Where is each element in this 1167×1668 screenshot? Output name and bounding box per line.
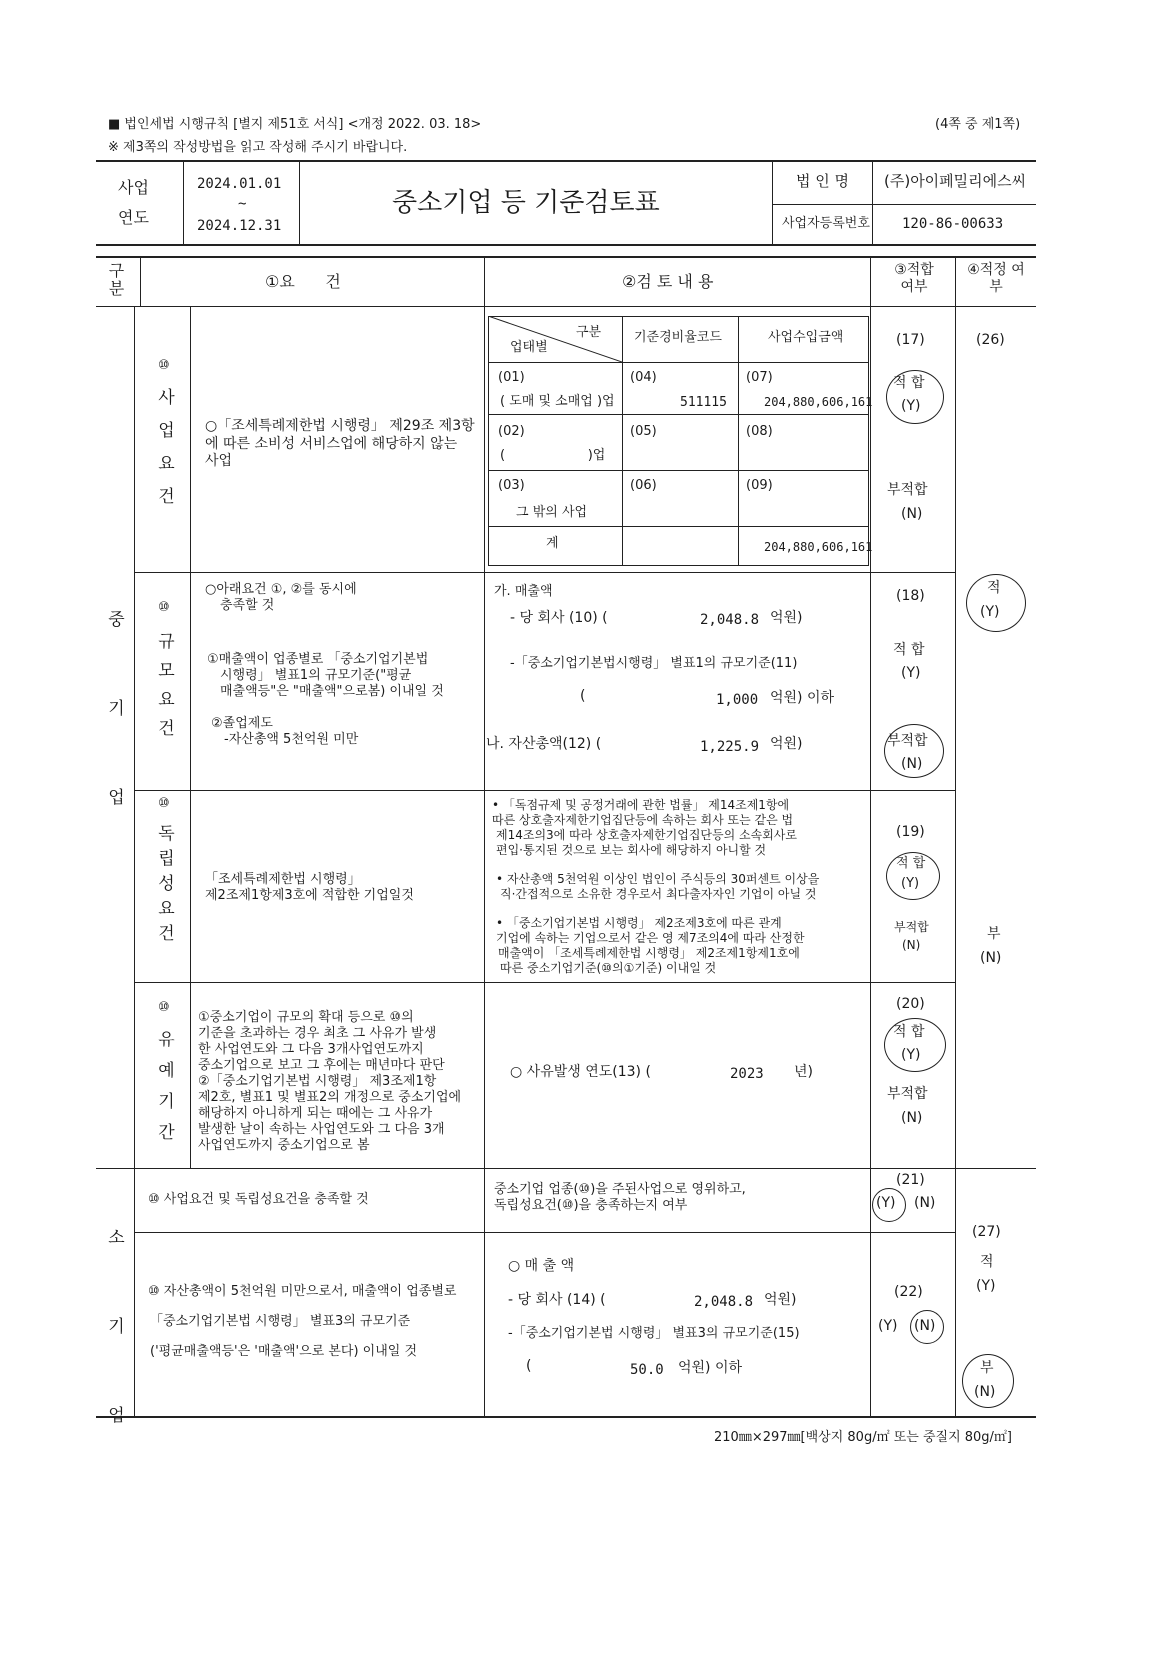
review-text: ( <box>580 688 586 704</box>
date-to: 2024.12.31 <box>197 218 282 234</box>
row-line <box>134 982 955 983</box>
col-header-decision: ④적정 여부 <box>967 262 1025 295</box>
review-unit: 억원) 이하 <box>770 690 835 706</box>
row-label-grace: 유예기간 <box>154 1030 174 1154</box>
row-label-size: 규모요건 <box>154 632 174 748</box>
requirement-text: ('평균매출액등'은 '매출액'으로 본다) 이내일 것 <box>150 1344 418 1359</box>
row-number: ⑩ <box>158 600 170 615</box>
cell-code: (02) <box>498 424 525 439</box>
requirement-text: ○아래요건 ①, ②를 동시에 <box>205 582 357 597</box>
review-text: 중소기업 업종(⑩)을 주된사업으로 영위하고, <box>494 1182 746 1197</box>
asset-value: 1,225.9 <box>700 739 760 755</box>
instruction-note: ※ 제3쪽의 작성방법을 읽고 작성해 주시기 바랍니다. <box>108 140 408 155</box>
fit-yes-label: 적 합 <box>893 1024 925 1040</box>
col-header-requirement: ①요 건 <box>265 272 341 291</box>
revenue-value: 2,048.8 <box>700 612 760 628</box>
fit-number: (18) <box>896 588 925 604</box>
cell-code: (07) <box>746 370 773 385</box>
col-header-fit: ③적합 여부 <box>894 262 934 295</box>
decision-no-code: (N) <box>980 950 1002 966</box>
page-indicator: (4쪽 중 제1쪽) <box>935 117 1021 132</box>
requirement-text: ①매출액이 업종별로 「중소기업기본법 <box>207 652 429 667</box>
fit-yes-label: 적 합 <box>893 375 925 391</box>
col-header-review: ②검 토 내 용 <box>622 272 714 291</box>
row-line <box>134 790 955 791</box>
requirement-text: 충족할 것 <box>220 598 275 613</box>
review-text: 직·간접적으로 소유한 경우로서 최다출자자인 기업이 아닐 것 <box>500 887 817 901</box>
requirement-text: ②졸업제도 <box>211 716 273 731</box>
decision-no-label: 부 <box>987 926 1001 942</box>
requirement-text: ⑩ 자산총액이 5천억원 미만으로서, 매출액이 업종별로 <box>148 1284 457 1299</box>
reg-number-value: 120-86-00633 <box>902 216 1004 232</box>
review-text: -「중소기업기본법시행령」 별표1의 규모기준(11) <box>510 656 798 671</box>
decision-yes-code: (Y) <box>976 1278 996 1294</box>
requirement-text: 발생한 날이 속하는 사업연도와 그 다음 3개 <box>198 1122 445 1137</box>
paper-spec: 210㎜×297㎜[백상지 80g/㎡ 또는 중질지 80g/㎡] <box>714 1430 1013 1445</box>
requirement-text: ⑩ 사업요건 및 독립성요건을 충족할 것 <box>148 1192 369 1207</box>
row-number: ⑩ <box>158 796 170 811</box>
review-text: ○ 사유발생 연도(13) ( <box>510 1064 651 1080</box>
requirement-text: ①중소기업이 규모의 확대 등으로 ⑩의 <box>198 1010 414 1025</box>
fit-yes-code: (Y) <box>901 876 920 891</box>
corp-name-value: (주)아이페밀리에스씨 <box>884 172 1027 190</box>
table-head-category: 구분 <box>576 325 602 340</box>
review-unit: 억원) <box>764 1292 797 1308</box>
row-line <box>134 572 955 573</box>
fit-no-label: 부적합 <box>887 482 928 498</box>
corp-name-label: 법 인 명 <box>796 172 850 190</box>
cell-code: (06) <box>630 478 657 493</box>
col-line <box>134 1168 135 1416</box>
fit-no-code: (N) <box>901 506 923 522</box>
row-number: ⑩ <box>158 358 170 373</box>
form-title: ■ 법인세법 시행규칙 [별지 제51호 서식] <개정 2022. 03. 18> <box>108 117 482 132</box>
requirement-101: ○「조세특례제한법 시행령」 제29조 제3항에 따른 소비성 서비스업에 해당하지 않는 사업 <box>205 418 475 469</box>
fit-yes-code: (Y) <box>901 1047 921 1063</box>
col-line <box>134 306 135 1168</box>
decision-yes-label: 적 <box>987 580 1001 596</box>
review-unit: 억원) <box>770 736 803 752</box>
fit-no-label: 부적합 <box>894 920 929 934</box>
review-text: • 「독점규제 및 공정거래에 관한 법률」 제14조제1항에 <box>492 798 790 812</box>
fit-yes-code: (Y) <box>876 1195 896 1211</box>
row-label-business: 사업요건 <box>154 388 174 520</box>
fit-number: (21) <box>896 1172 925 1188</box>
fit-no-code: (N) <box>902 938 921 952</box>
table-top <box>96 256 1036 258</box>
table-head-amount: 사업수입금액 <box>768 330 844 345</box>
section-label-sme: 중 기 업 <box>104 610 124 831</box>
fit-number: (17) <box>896 332 925 348</box>
col-line <box>190 306 191 1168</box>
fit-yes-label: 적 합 <box>893 642 925 658</box>
review-text: - 당 회사 (10) ( <box>510 610 608 626</box>
review-text: 독립성요건(⑩)을 충족하는지 여부 <box>494 1198 688 1213</box>
fit-yes-code: (Y) <box>901 398 921 414</box>
fit-no-code: (N) <box>901 756 923 772</box>
section-label-small: 소 기 업 <box>104 1228 124 1449</box>
size-standard-value: 50.0 <box>630 1362 664 1378</box>
requirement-text: -자산총액 5천억원 미만 <box>224 732 359 747</box>
date-from: 2024.01.01 <box>197 176 282 192</box>
table-line <box>488 414 868 415</box>
cell-total-label: 계 <box>546 536 559 551</box>
divider <box>872 162 873 244</box>
decision-no-label: 부 <box>980 1360 994 1376</box>
top-border <box>96 160 1036 162</box>
diagonal-line <box>488 316 622 362</box>
cell-revenue: 204,880,606,161 <box>764 395 873 409</box>
requirement-text: 한 사업연도와 그 다음 3개사업연도까지 <box>198 1042 424 1057</box>
requirement-text: 매출액등"은 "매출액"으로봄) 이내일 것 <box>220 684 444 699</box>
year-label: 연도 <box>118 208 149 227</box>
review-text: 따른 상호출자제한기업집단등에 속하는 회사 또는 같은 법 <box>492 813 794 827</box>
table-bottom <box>96 1416 1036 1418</box>
cell-code: (09) <box>746 478 773 493</box>
cell-code: (01) <box>498 370 525 385</box>
review-unit: 억원) 이하 <box>678 1360 743 1376</box>
divider <box>772 162 773 244</box>
requirement-text: ②「중소기업기본법 시행령」 제3조제1항 <box>198 1074 437 1089</box>
review-text: ( <box>526 1358 532 1374</box>
col-line <box>140 258 141 306</box>
cell-code: (08) <box>746 424 773 439</box>
cell-business-name: 그 밖의 사업 <box>516 505 588 520</box>
row-line <box>96 1168 1036 1169</box>
review-text: 따른 중소기업기준(⑩의①기준) 이내일 것 <box>500 961 717 975</box>
table-line <box>488 526 868 527</box>
top-box-bottom <box>96 244 1036 246</box>
table-head-business: 업태별 <box>510 340 548 355</box>
review-text: -「중소기업기본법 시행령」 별표3의 규모기준(15) <box>508 1326 800 1341</box>
row-line <box>134 1232 955 1233</box>
col-line <box>955 258 956 1416</box>
table-line <box>738 316 739 565</box>
review-text: 가. 매출액 <box>494 584 553 599</box>
fit-number: (20) <box>896 996 925 1012</box>
event-year-value: 2023 <box>730 1066 764 1082</box>
review-text: 나. 자산총액(12) ( <box>486 736 602 752</box>
requirement-text: 사업연도까지 중소기업으로 봄 <box>198 1138 370 1153</box>
reg-number-label: 사업자등록번호 <box>782 216 870 231</box>
table-head-code: 기준경비율코드 <box>634 330 722 345</box>
review-text: ○ 매 출 액 <box>508 1258 575 1274</box>
decision-number: (27) <box>972 1224 1001 1240</box>
document-title: 중소기업 등 기준검토표 <box>392 188 660 218</box>
fit-yes-label: 적 합 <box>896 856 926 871</box>
table-line <box>622 316 623 565</box>
cell-code: (05) <box>630 424 657 439</box>
requirement-text: 중소기업으로 보고 그 후에는 매년마다 판단 <box>198 1058 445 1073</box>
review-text: - 당 회사 (14) ( <box>508 1292 606 1308</box>
cell-business-name: ( )업 <box>500 448 606 463</box>
fit-no-label: 부적합 <box>887 1086 928 1102</box>
requirement-text: 「중소기업기본법 시행령」 별표3의 규모기준 <box>150 1314 411 1329</box>
size-standard-value: 1,000 <box>716 692 759 708</box>
table-line <box>488 470 868 471</box>
cell-code: (03) <box>498 478 525 493</box>
fit-number: (22) <box>894 1284 923 1300</box>
header-bottom <box>96 306 1036 307</box>
fit-yes-code: (Y) <box>901 665 921 681</box>
review-text: 기업에 속하는 기업으로서 같은 영 제7조의4에 따라 산정한 <box>496 931 805 945</box>
cell-expense-code: 511115 <box>680 395 727 410</box>
table-line <box>488 362 868 363</box>
review-text: • 「중소기업기본법 시행령」 제2조제3호에 따른 관계 <box>496 916 782 930</box>
review-unit: 년) <box>794 1064 813 1080</box>
divider <box>772 204 1036 205</box>
review-unit: 억원) <box>770 610 803 626</box>
cell-business-name: ( 도매 및 소매업 )업 <box>500 394 615 409</box>
divider <box>183 162 184 244</box>
review-text: 편입·통지된 것으로 보는 회사에 해당하지 아니할 것 <box>496 843 767 857</box>
requirement-text: 해당하지 아니하게 되는 때에는 그 사유가 <box>198 1106 433 1121</box>
requirement-text: 시행령」 별표1의 규모기준("평균 <box>220 668 412 683</box>
review-text: • 자산총액 5천억원 이상인 법인이 주식등의 30퍼센트 이상을 <box>496 872 820 886</box>
col-line <box>870 258 871 1416</box>
fit-number: (19) <box>896 824 925 840</box>
requirement-text: 제2호, 별표1 및 별표2의 개정으로 중소기업에 <box>198 1090 462 1105</box>
col-line <box>484 258 485 1416</box>
year-label: 사업 <box>118 178 149 197</box>
revenue-value: 2,048.8 <box>694 1294 754 1310</box>
fit-no-code: (N) <box>914 1318 936 1334</box>
review-text: 제14조의3에 따라 상호출자제한기업집단등의 소속회사로 <box>496 828 797 842</box>
review-text: 매출액이 「조세특례제한법 시행령」 제2조제1항제1호에 <box>498 946 800 960</box>
divider <box>299 162 300 244</box>
requirement-text: 기준을 초과하는 경우 최초 그 사유가 발생 <box>198 1026 437 1041</box>
row-number: ⑩ <box>158 1000 170 1015</box>
date-sep: ~ <box>238 196 247 212</box>
cell-total-revenue: 204,880,606,161 <box>764 540 873 554</box>
decision-number: (26) <box>976 332 1005 348</box>
fit-no-label: 부적합 <box>887 733 928 749</box>
cell-code: (04) <box>630 370 657 385</box>
fit-yes-code: (Y) <box>878 1318 898 1334</box>
requirement-text: 제2조제1항제3호에 적합한 기업일것 <box>205 888 414 903</box>
row-label-independence: 독립성요건 <box>154 824 174 949</box>
col-header-gubun: 구분 <box>106 262 125 298</box>
fit-no-code: (N) <box>914 1195 936 1211</box>
decision-yes-label: 적 <box>980 1254 994 1270</box>
decision-no-code: (N) <box>974 1384 996 1400</box>
fit-no-code: (N) <box>901 1110 923 1126</box>
decision-yes-code: (Y) <box>980 604 1000 620</box>
requirement-text: 「조세특례제한법 시행령」 <box>205 872 361 887</box>
